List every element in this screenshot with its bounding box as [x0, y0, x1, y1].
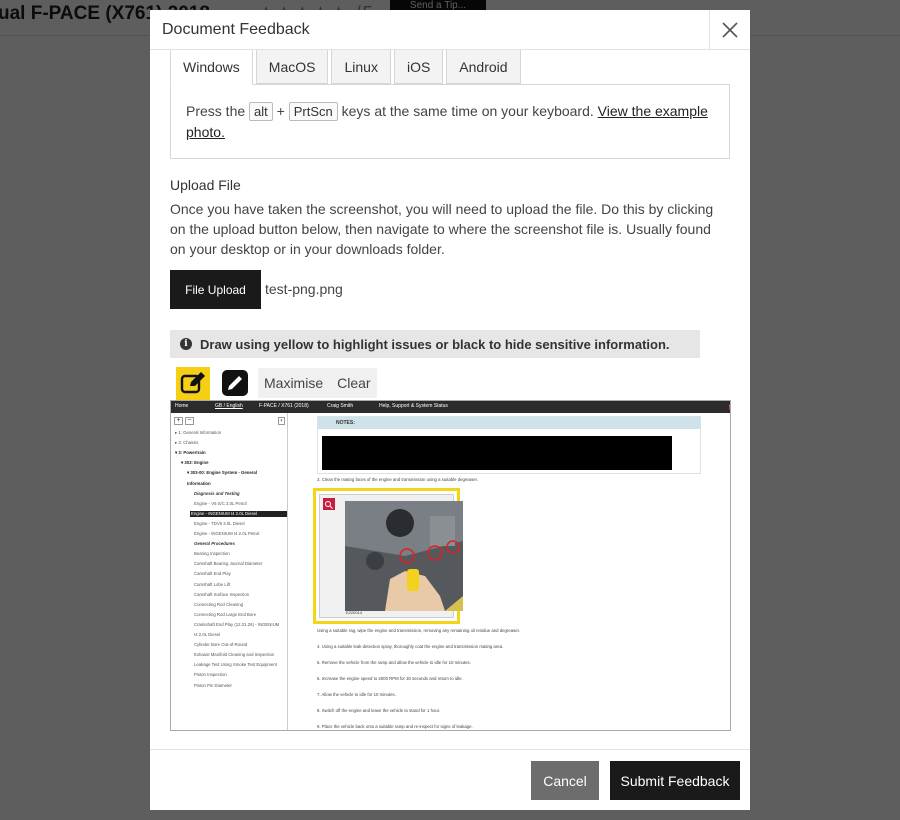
ss-nav-item: Camshaft Surface Inspection: [194, 591, 250, 597]
ss-nav-item: Camshaft Bearing Journal Diameter: [194, 561, 263, 567]
ss-help: Help, Support & System Status: [379, 403, 448, 409]
file-upload-button[interactable]: File Upload: [170, 270, 261, 309]
ss-notes-header: [318, 417, 700, 429]
upload-heading: Upload File: [170, 177, 241, 193]
ss-nav-item: Engine - INGENIUM I4 2.0L Petrol: [194, 531, 260, 536]
ss-nav-item: Engine - V6 S/C 3.0L Petrol: [194, 500, 247, 506]
ss-nav-item: Leakage Test Using Smoke Test Equipment: [194, 662, 277, 668]
ss-nav-item: Connecting Rod Cleaning: [194, 601, 243, 607]
ss-nav-item: ▸ 2: Chassis: [175, 440, 199, 446]
ss-step-8: 8. Switch off the engine and leave the vehicle to stand for 1 hour.: [317, 708, 441, 713]
yellow-highlight-tool[interactable]: [176, 367, 210, 400]
ss-nav-item: ▸ 1: General Information: [175, 430, 222, 435]
tab-panel-windows: [170, 84, 730, 159]
ss-nav-item: I4 2.0L Diesel: [194, 632, 221, 637]
view-example-photo-link[interactable]: View the example photo.: [186, 103, 708, 140]
ss-nav-back-icon: ‹: [278, 417, 285, 425]
ss-notes-box: [317, 416, 701, 474]
ss-nav-tools: [174, 417, 194, 425]
tab-windows[interactable]: Windows: [170, 50, 253, 85]
black-redact-tool[interactable]: [220, 368, 250, 398]
key-alt: alt: [249, 102, 273, 121]
ss-nav-item: Diagnosis and Testing: [194, 490, 240, 496]
ss-nav-item: ▾ 303-00: Engine System - General: [187, 470, 257, 476]
ss-expand-icon: +: [174, 417, 183, 425]
ss-nav-item: Exhaust Manifold Cleaning and Inspection: [194, 652, 275, 658]
ss-nav-item: ▾ 303: Engine: [181, 460, 209, 466]
tab-ios[interactable]: iOS: [394, 50, 443, 84]
ss-nav-item: Engine - INGENIUM I4 2.0L Diesel: [190, 511, 287, 517]
black-redaction-mark: [322, 436, 672, 470]
os-tabs: [170, 50, 524, 85]
modal-title: Document Feedback: [162, 21, 310, 38]
ss-step-7: 7. Allow the vehicle to idle for 10 minutes.: [317, 692, 396, 697]
cancel-button[interactable]: Cancel: [531, 761, 599, 800]
yellow-highlight-mark: [313, 488, 460, 624]
ss-step-5: 5. Remove the vehicle from the ramp and allow the vehicle to idle for 10 minutes.: [317, 660, 471, 665]
submit-feedback-button[interactable]: Submit Feedback: [610, 761, 740, 800]
feedback-modal: [150, 10, 750, 810]
draw-info-banner: [170, 330, 700, 358]
ss-nav-item: Connecting Rod Large End Bore: [194, 611, 257, 617]
ss-lang: GB / English: [215, 403, 243, 409]
ss-nav-item: Bearing Inspection: [194, 551, 230, 557]
ss-nav-item: Crankshaft End Play (12.21.26) - INGENIUM: [194, 621, 280, 627]
ss-step-9: 9. Place the vehicle back onto a suitable ramp and re-inspect for signs of leakage.: [317, 724, 473, 729]
pencil-icon: [222, 370, 248, 396]
tab-android[interactable]: Android: [446, 50, 520, 84]
modal-footer: [150, 749, 750, 810]
tab-macos[interactable]: MacOS: [256, 50, 329, 84]
screenshot-topbar: [171, 401, 731, 413]
edit-square-icon: [180, 371, 206, 395]
instruction-rest: keys at the same time on your keyboard.: [341, 103, 594, 119]
key-prtscn: PrtScn: [289, 102, 338, 121]
close-icon: [722, 22, 738, 38]
ss-nav-item: Engine - TDV6 3.0L Diesel: [194, 520, 245, 526]
ss-nav-item: Piston Pin Diameter: [194, 682, 232, 688]
info-icon: i: [180, 338, 192, 350]
info-banner-text: Draw using yellow to highlight issues or black to hide sensitive information.: [200, 336, 670, 352]
screenshot-main-content: [289, 413, 731, 731]
ss-figure: [319, 494, 454, 618]
magnify-icon: [323, 498, 335, 510]
ss-home: Home: [175, 403, 189, 409]
tab-linux[interactable]: Linux: [331, 50, 390, 84]
ss-vehicle: F-PACE / X761 (2018): [259, 403, 309, 409]
instruction-plus: +: [276, 103, 285, 119]
ss-photo-id: E220014: [346, 610, 363, 615]
engine-photo: [345, 501, 463, 611]
ss-step-4: 4. Using a suitable leak detection spray, thoroughly coat the engine and transmission mating area.: [317, 644, 504, 649]
ss-step-6: 6. Increase the engine speed to 2000 RPM for 30 seconds and return to idle.: [317, 676, 463, 681]
ss-nav-item: General Procedures: [194, 541, 235, 547]
ss-step-wipe: Using a suitable rag, wipe the engine and transmission, removing any remaining oil residue and degreaser.: [317, 628, 521, 633]
maximise-button[interactable]: Maximise: [258, 368, 329, 398]
screenshot-canvas[interactable]: [170, 400, 731, 731]
ss-nav-item: Information: [187, 480, 211, 486]
clear-button[interactable]: Clear: [329, 368, 376, 398]
ss-nav-item: Camshaft End Play: [194, 571, 231, 577]
ss-step-3: 3. Clean the mating faces of the engine and transmission using a suitable degreaser.: [317, 477, 478, 482]
upload-description: Once you have taken the screenshot, you will need to upload the file. Do this by clicking on the upload button below, then navigate to where the screenshot file is. Usually found on your desktop or in your downloads folder.: [170, 201, 714, 257]
ss-nav-item: Cylinder Bore Out-of-Round: [194, 642, 248, 648]
ss-nav-item: Camshaft Lobe Lift: [194, 581, 231, 587]
ss-notif-badge: [729, 405, 731, 411]
drawing-toolbar: [176, 367, 377, 399]
uploaded-file-name: test-png.png: [265, 281, 343, 297]
ss-user: Craig Smith: [327, 403, 354, 409]
ss-collapse-icon: −: [185, 417, 194, 425]
ss-nav-item: Piston Inspection: [194, 672, 227, 678]
modal-body[interactable]: [150, 50, 750, 749]
ss-notes-label: NOTES:: [336, 420, 355, 426]
modal-header: [150, 10, 750, 50]
instruction-press: Press the: [186, 103, 246, 119]
ss-nav-item: ▾ 3: Powertrain: [175, 450, 206, 456]
screenshot-nav-panel: [171, 413, 288, 731]
close-button[interactable]: [709, 10, 750, 50]
